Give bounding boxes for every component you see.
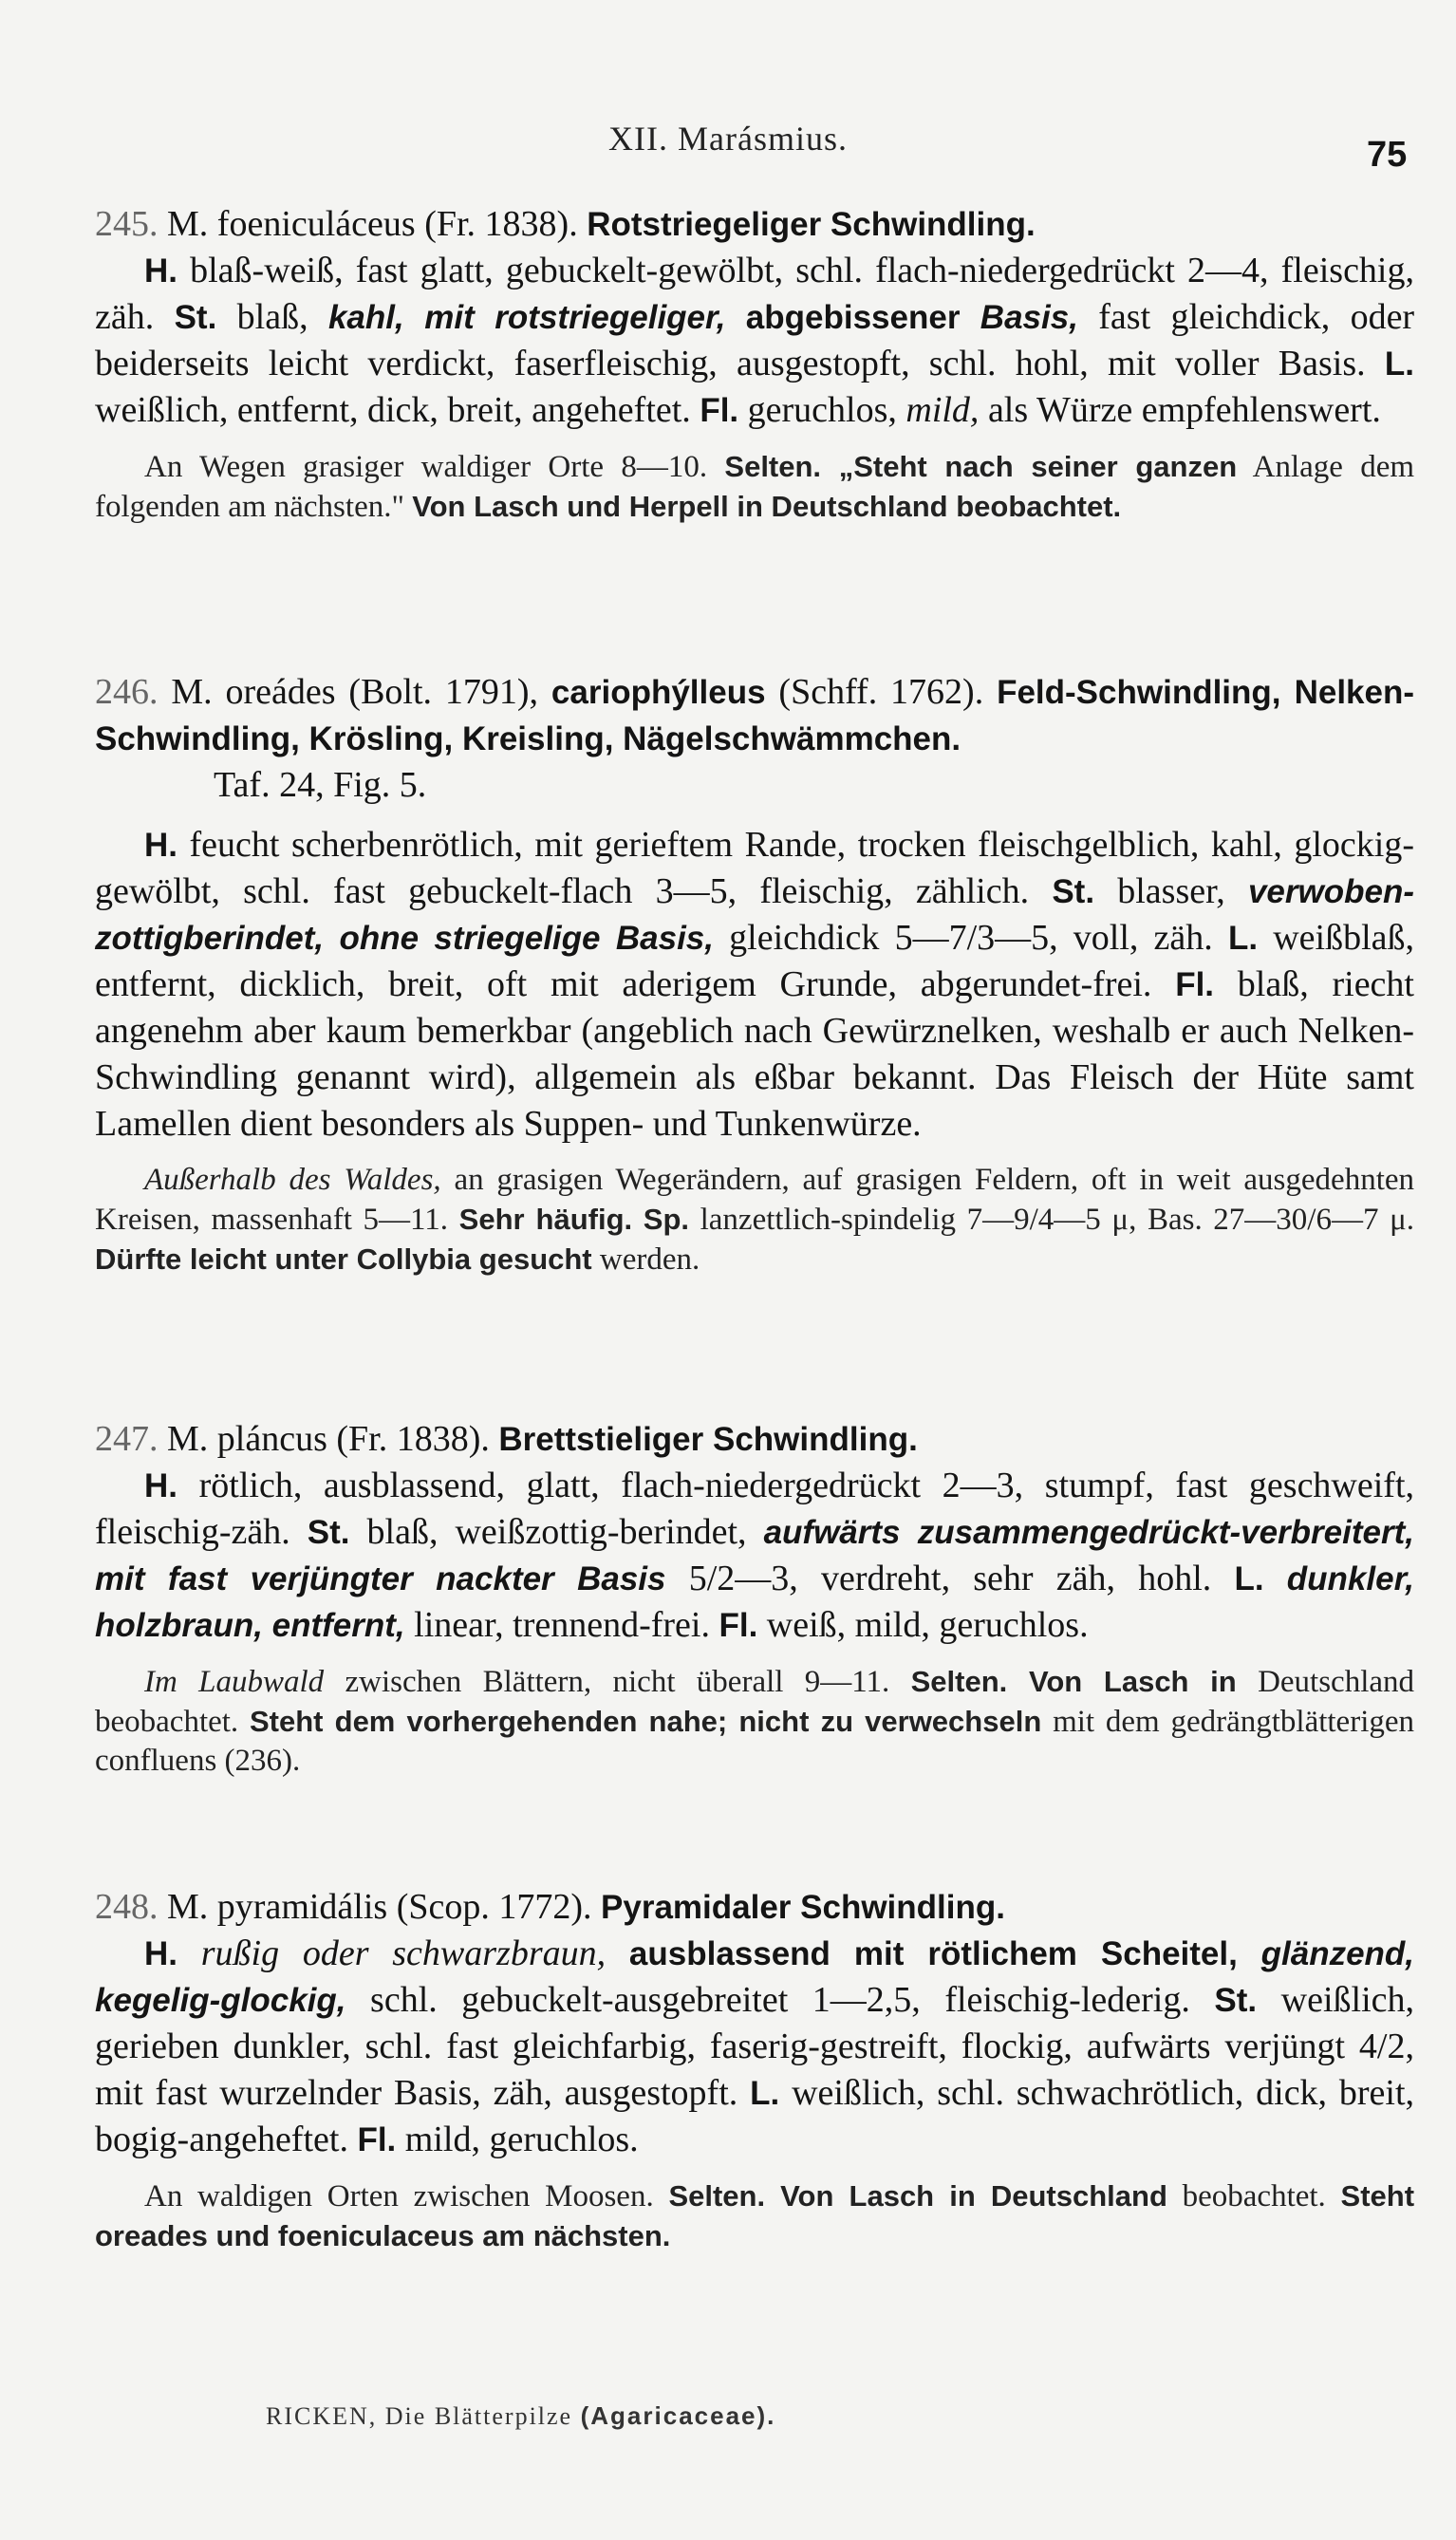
description: H. rußig oder schwarzbraun, ausblassend mit rötlichem Scheitel, glänzend, kegelig-glockig, schl. gebuckelt-ausgebreitet 1—2,5, fleischig-lederig. St. weißlich, gerieben dunkler, schl. fast gleichfarbig, faserig-gestreift, flockig, aufwärts verjüngt 4/2, mit fast wurzelnder Basis, zäh, ausgestopft. L. weißlich, schl. schwachrötlich, dick, breit, bogig-angeheftet. Fl. mild, geruchlos. (95, 1933, 1415, 2159)
description: H. feucht scherbenrötlich, mit gerieftem Rande, trocken fleischgelblich, kahl, glockig-gewölbt, schl. fast gebuckelt-flach 3—5, fleischig, zählich. St. blasser, verwoben-zottigberindet, ohne striegelige Basis, gleichdick 5—7/3—5, voll, zäh. L. weißblaß, entfernt, dicklich, breit, oft mit aderigem Grunde, abgerundet-frei. Fl. blaß, riecht angenehm aber kaum bemerkbar (angeblich nach Gewürznelken, weshalb er auch Nelken-Schwindling genannt wird), allgemein als eßbar bekannt. Das Fleisch der Hüte samt Lamellen dient besonders als Suppen- und Tunkenwürze. (95, 825, 1414, 1144)
plate-reference: Taf. 24, Fig. 5. (214, 765, 427, 805)
entry-248 (95, 1884, 1414, 2256)
common-name: Rotstriegeliger Schwindling. (587, 206, 1036, 243)
entry-245 (95, 201, 1414, 527)
description: H. rötlich, ausblassend, glatt, flach-niedergedrückt 2—3, stumpf, fast geschweift, fleischig-zäh. St. blaß, weißzottig-berindet, aufwärts zusammengedrückt-verbreitert, mit fast verjüngter nackter Basis 5/2—3, verdreht, sehr zäh, hohl. L. dunkler, holzbraun, entfernt, linear, trennend-frei. Fl. weiß, mild, geruchlos. (95, 1466, 1415, 1645)
common-name: Brettstieliger Schwindling. (498, 1421, 918, 1458)
entry-heading: 248. M. pyramidális (Scop. 1772). Pyramidaler Schwindling. (95, 1887, 1005, 1927)
entry-heading: 247. M. pláncus (Fr. 1838). Brettstieliger Schwindling. (95, 1419, 918, 1459)
habitat-note: An Wegen grasiger waldiger Orte 8—10. Selten. „Steht nach seiner ganzen Anlage dem folgenden am nächsten." Von Lasch und Herpell in Deutschland beobachtet. (95, 450, 1415, 524)
common-name: Pyramidaler Schwindling. (601, 1889, 1005, 1926)
running-title: XII. Marásmius. (608, 120, 848, 158)
habitat-note: Im Laubwald zwischen Blättern, nicht überall 9—11. Selten. Von Lasch in Deutschland beobachtet. Steht dem vorhergehenden nahe; nicht zu verwechseln mit dem gedrängtblätterigen confluens (236). (95, 1665, 1415, 1778)
common-name: Feld-Schwindling, Nelken-Schwindling, Krösling, Kreisling, Nägelschwämmchen. (95, 674, 1415, 757)
entry-heading: 245. M. foeniculáceus (Fr. 1838). Rotstriegeliger Schwindling. (95, 204, 1036, 244)
entry-246 (95, 669, 1414, 1279)
entry-247 (95, 1416, 1414, 1781)
habitat-note: An waldigen Orten zwischen Moosen. Selten. Von Lasch in Deutschland beobachtet. Steht oreades und foeniculaceus am nächsten. (95, 2179, 1415, 2252)
description: H. blaß-weiß, fast glatt, gebuckelt-gewölbt, schl. flach-niedergedrückt 2—4, fleischig, zäh. St. blaß, kahl, mit rotstriegeliger, abgebissener Basis, fast gleichdick, oder beiderseits leicht verdickt, faserfleischig, ausgestopft, schl. hohl, mit voller Basis. L. weißlich, entfernt, dick, breit, angeheftet. Fl. geruchlos, mild, als Würze empfehlenswert. (95, 251, 1415, 430)
habitat-note: Außerhalb des Waldes, an grasigen Wegerändern, auf grasigen Feldern, oft in weit ausgedehnten Kreisen, massenhaft 5—11. Sehr häufig. Sp. lanzettlich-spindelig 7—9/4—5 μ, Bas. 27—30/6—7 μ. Dürfte leicht unter Collybia gesucht werden. (95, 1163, 1415, 1277)
page-number: 75 (1367, 135, 1408, 175)
page-footer: RICKEN, Die Blätterpilze (Agaricaceae). (266, 2401, 776, 2430)
entry-heading: 246. M. oreádes (Bolt. 1791), cariophýlleus (Schff. 1762). Feld-Schwindling, Nelken-Schwindling, Krösling, Kreisling, Nägelschwämmchen. (95, 672, 1415, 757)
